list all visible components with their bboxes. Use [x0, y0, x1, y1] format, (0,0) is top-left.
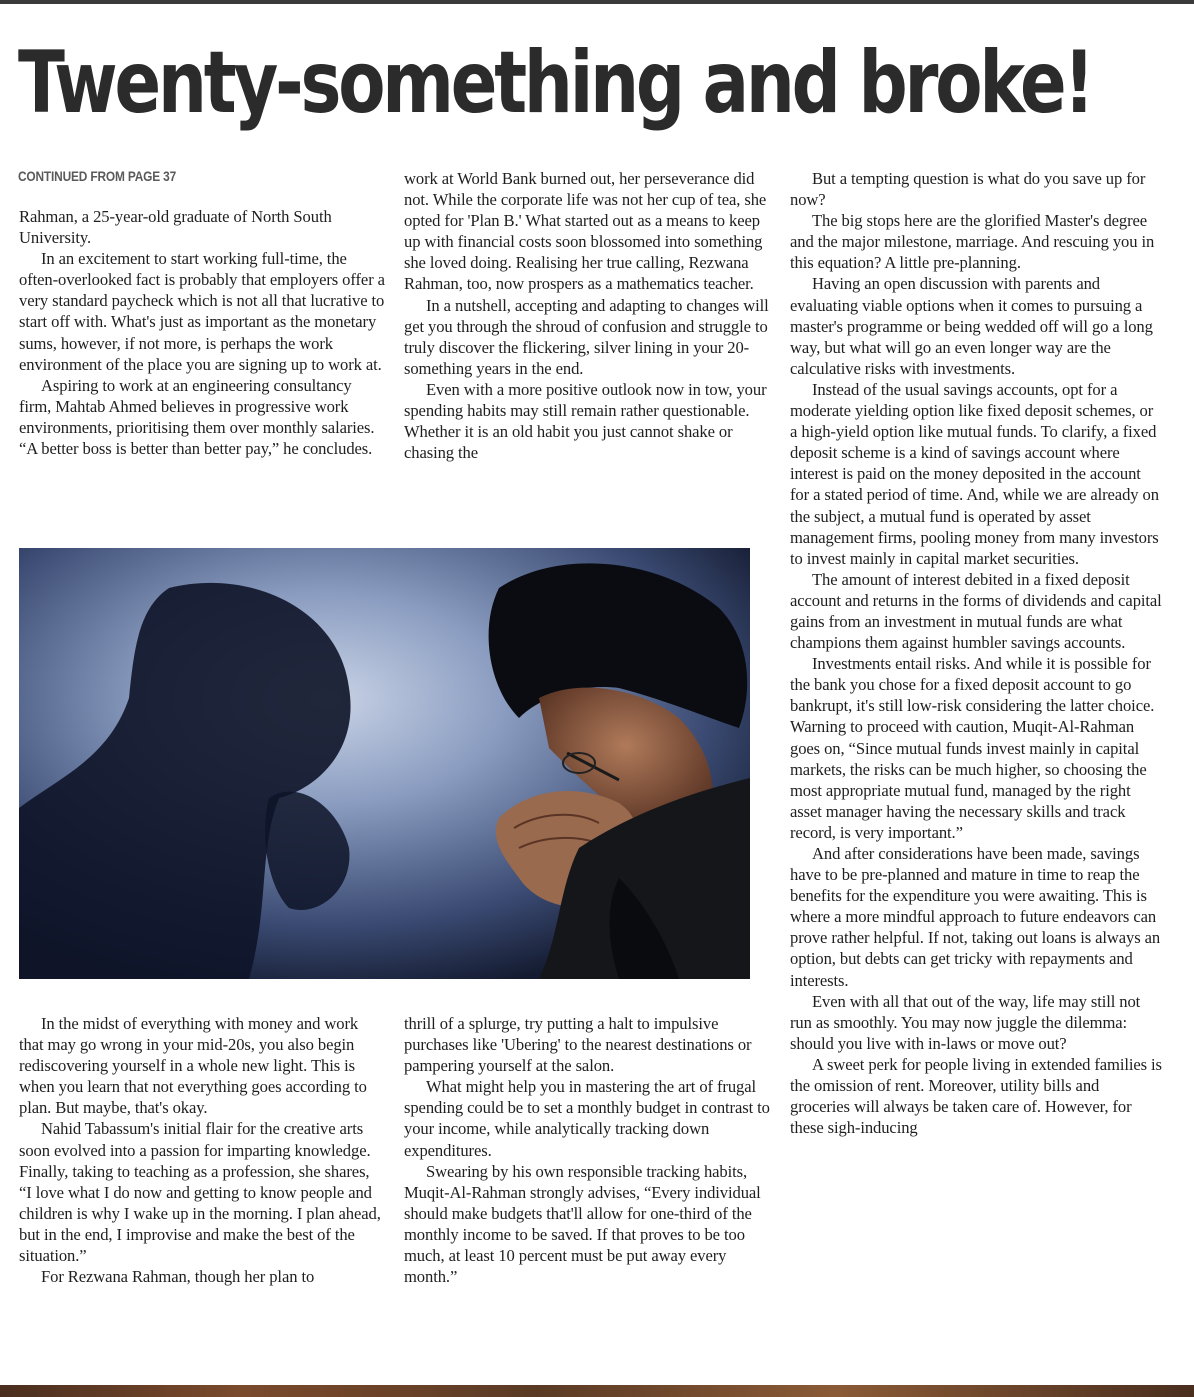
paragraph: thrill of a splurge, try putting a halt to impulsive purchases like 'Ubering' to the nearest destinations or pampering yourself at the salon. [404, 1014, 752, 1076]
continued-from-label: CONTINUED FROM PAGE 37 [18, 168, 177, 184]
paragraph: A sweet perk for people living in extended families is the omission of rent. Moreover, utility bills and groceries will always be taken care of. However, for these sigh-inducing [790, 1054, 1162, 1138]
top-rule [0, 0, 1194, 4]
bottom-border [0, 1385, 1194, 1397]
paragraph: Even with all that out of the way, life may still not run as smoothly. You may now juggle the dilemma: should you live with in-laws or move out? [790, 991, 1141, 1053]
paragraph: Having an open discussion with parents and evaluating viable options when it comes to pursuing a master's programme or being wedded off will go a long way, but what will go an even longer way are the calculative risks with investments. [790, 274, 1153, 378]
paragraph: Swearing by his own responsible tracking habits, Muqit-Al-Rahman strongly advises, “Every individual should make budgets that'll allow for one-third of the monthly income to be saved. If that proves to be too much, at least 10 percent must be put away every month.” [404, 1161, 761, 1287]
paragraph: In the midst of everything with money and work that may go wrong in your mid-20s, you also begin rediscovering yourself in a whole new light. This is when you learn that not everything goes according to plan. But maybe, that's okay. [19, 1014, 367, 1118]
column-1-top [19, 206, 385, 459]
column-2-bottom [404, 1013, 770, 1287]
paragraph: Even with a more positive outlook now in tow, your spending habits may still remain rather questionable. Whether it is an old habit you just cannot shake or chasing the [404, 379, 767, 463]
paragraph: But a tempting question is what do you save up for now? [790, 169, 1146, 210]
article-photo [19, 548, 750, 979]
paragraph: Nahid Tabassum's initial flair for the creative arts soon evolved into a passion for imparting knowledge. Finally, taking to teaching as a profession, she shares, “I love what I do now and getting to know people and children is why I wake up in the morning. I plan ahead, but in the end, I improvise and make the best of the situation.” [19, 1119, 381, 1266]
headline: Twenty-something and broke! [18, 33, 1092, 133]
paragraph: The amount of interest debited in a fixed deposit account and returns in the forms of dividends and capital gains from an investment in mutual funds are what champions them against humbler savings accounts. [790, 569, 1162, 653]
column-3 [790, 168, 1162, 1138]
paragraph: What might help you in mastering the art of frugal spending could be to set a monthly budget in contrast to your income, while analytically tracking down expenditures. [404, 1077, 770, 1160]
paragraph: Instead of the usual savings accounts, opt for a moderate yielding option like fixed deposit schemes, or a high-yield option like mutual funds. To clarify, a fixed deposit scheme is a kind of savings account where interest is paid on the money deposited in the account for a stated period of time. And, while we are already on the subject, a mutual fund is operated by asset management firms, pooling money from many investors to invest mainly in capital market securities. [790, 379, 1159, 568]
paragraph: For Rezwana Rahman, though her plan to [41, 1267, 315, 1287]
paragraph: In an excitement to start working full-time, the often-overlooked fact is probably that employers offer a very standard paycheck which is not all that lucrative to start off with. What's just as important as the monetary sums, however, if not more, is perhaps the work environment of the place you are signing up to work at. [19, 249, 385, 374]
paragraph: work at World Bank burned out, her perseverance did not. While the corporate life was not her cup of tea, she opted for 'Plan B.' What started out as a means to keep up with financial costs soon blossomed into something she loved doing. Realising her true calling, Rezwana Rahman, too, now prospers as a mathematics teacher. [404, 169, 767, 294]
paragraph: The big stops here are the glorified Master's degree and the major milestone, marriage. And rescuing you in this equation? A little pre-planning. [790, 211, 1155, 273]
column-1-bottom [19, 1013, 385, 1287]
paragraph: Aspiring to work at an engineering consultancy firm, Mahtab Ahmed believes in progressive work environments, prioritising them over monthly salaries. “A better boss is better than better pay,” he concludes. [19, 375, 375, 459]
paragraph: In a nutshell, accepting and adapting to changes will get you through the shroud of confusion and struggle to truly discover the flickering, silver lining in your 20-something years in the end. [404, 295, 769, 378]
column-2-top [404, 168, 770, 463]
paragraph: Rahman, a 25-year-old graduate of North South University. [19, 207, 332, 248]
paragraph: Investments entail risks. And while it is possible for the bank you chose for a fixed deposit account to go bankrupt, it's still low-risk considering the latter choice. Warning to proceed with caution, Muqit-Al-Rahman goes on, “Since mutual funds invest mainly in capital markets, the risks can be much higher, so choosing the most appropriate mutual fund, managed by the right asset manager having the necessary skills and track record, is very important.” [790, 654, 1155, 842]
paragraph: And after considerations have been made, savings have to be pre-planned and mature in time to reap the benefits for the expenditure you were awaiting. This is where a more mindful approach to future endeavors can prove rather helpful. If not, taking out loans is always an option, but debts can get tricky with repayments and interests. [790, 844, 1161, 990]
